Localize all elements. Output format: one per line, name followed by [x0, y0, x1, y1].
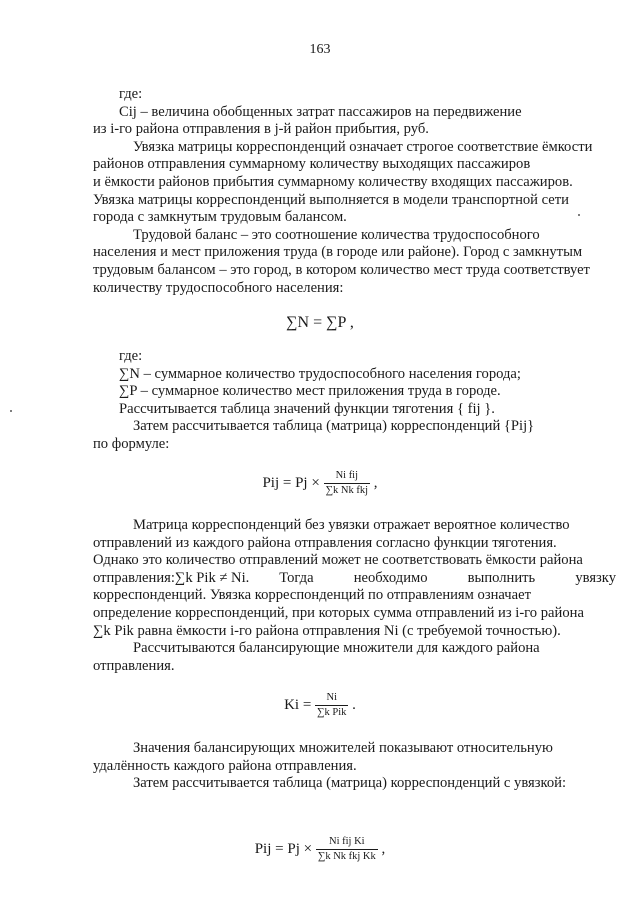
sum-p-definition: ∑P – суммарное количество мест приложения труда в городе.: [119, 383, 501, 400]
matrix-line-4-part-c-wrap: [279, 570, 616, 588]
scan-speck: [578, 214, 580, 216]
cij-definition-line-1: Cij – величина обобщенных затрат пассажиров на передвижение: [119, 103, 522, 120]
matrix-line-4-part-a: отправления:: [93, 569, 175, 586]
cij-definition-line-2: из i-го района отправления в j-й район прибытия, руб.: [93, 121, 429, 138]
formula-correspondence: [0, 470, 640, 497]
formula-balancing-multiplier: [0, 692, 640, 719]
formula-2-lhs: Pij = Pj ×: [262, 475, 320, 491]
formula-2-fraction: [324, 470, 370, 497]
multipliers-line-1: Рассчитываются балансирующие множители для каждого района: [133, 640, 540, 657]
balancing-paragraph-line-1: Увязка матрицы корреспонденций означает строгое соответствие ёмкости: [133, 138, 593, 155]
matrix-paragraph-line-5: корреспонденций. Увязка корреспонденций по отправлениям означает: [93, 587, 531, 604]
where-label-1: где:: [119, 86, 143, 102]
text-block-4: [93, 740, 616, 793]
where-label-2: где:: [119, 348, 143, 364]
formula-3-denominator: ∑k Pik: [317, 707, 347, 718]
matrix-paragraph-line-7: ∑k Pik равна ёмкости i-го района отправления Ni (с требуемой точностью).: [93, 622, 561, 639]
balanced-table-line: Затем рассчитывается таблица (матрица) корреспонденций с увязкой:: [133, 775, 567, 792]
matrix-paragraph-line-6: определение корреспонденций, при которых сумма отправлений из i-го района: [93, 604, 584, 621]
matrix-paragraph-line-1: Матрица корреспонденций без увязки отражает вероятное количество: [133, 517, 570, 533]
matrix-paragraph-line-4: [93, 570, 616, 588]
correspondence-table-line-2: по формуле:: [93, 435, 170, 452]
multiplier-values-line-1: Значения балансирующих множителей показывают относительную: [133, 740, 553, 756]
gravity-table-line: Рассчитывается таблица значений функции тяготения { fij }.: [119, 400, 495, 417]
labor-balance-line-2: населения и мест приложения труда (в городе или районе). Город с замкнутым: [93, 244, 583, 261]
formula-4-tail: ,: [381, 841, 386, 857]
correspondence-table-line-1: Затем рассчитывается таблица (матрица) корреспонденций {Pij}: [133, 418, 535, 435]
balancing-paragraph-line-3: и ёмкости районов прибытия суммарному количеству входящих пассажиров.: [93, 173, 573, 190]
multipliers-line-2: отправления.: [93, 657, 175, 674]
labor-balance-line-4: количеству трудоспособного населения:: [93, 279, 344, 296]
labor-balance-line-1: Трудовой баланс – это соотношение количества трудоспособного: [133, 226, 540, 243]
formula-2-numerator: Ni fij: [324, 470, 370, 484]
matrix-paragraph-line-2: отправлений из каждого района отправления согласно функции тяготения.: [93, 534, 557, 551]
formula-4-denominator: ∑k Nk fkj Kk: [317, 851, 376, 862]
matrix-line-4-part-b: ∑k Pik ≠ Ni.: [174, 569, 250, 586]
formula-labor-balance: ∑N = ∑P ,: [286, 314, 354, 331]
labor-balance-line-3: трудовым балансом – это город, в котором количество мест труда соответствует: [93, 261, 590, 278]
matrix-paragraph-line-3: Однако это количество отправлений может не соответствовать ёмкости района: [93, 552, 583, 569]
formula-4-fraction: [316, 836, 378, 863]
formula-4-lhs: Pij = Pj ×: [254, 841, 313, 857]
page-number: 163: [309, 42, 331, 57]
balancing-paragraph-line-4: Увязка матрицы корреспонденций выполняется в модели транспортной сети: [93, 191, 569, 208]
sum-n-definition: ∑N – суммарное количество трудоспособного населения города;: [119, 365, 521, 382]
text-block-2: [93, 348, 616, 454]
text-block-3: [93, 517, 616, 675]
text-block-1: [93, 86, 616, 297]
formula-3-fraction: [315, 692, 348, 719]
formula-4-numerator: Ni fij Ki: [316, 836, 378, 850]
formula-2-tail: ,: [373, 475, 378, 491]
formula-3-lhs: Ki =: [284, 697, 312, 713]
multiplier-values-line-2: удалённость каждого района отправления.: [93, 757, 357, 774]
formula-balanced-correspondence: [0, 836, 640, 863]
balancing-paragraph-line-2: районов отправления суммарному количеству выходящих пассажиров: [93, 156, 531, 173]
formula-3-numerator: Ni: [315, 692, 348, 706]
matrix-line-4-part-c: Тогда необходимо выполнить увязку: [279, 569, 616, 586]
formula-3-tail: .: [352, 697, 356, 713]
scan-speck: [10, 410, 12, 412]
formula-2-denominator: ∑k Nk fkj: [325, 485, 369, 496]
balancing-paragraph-line-5: города с замкнутым трудовым балансом.: [93, 209, 347, 226]
